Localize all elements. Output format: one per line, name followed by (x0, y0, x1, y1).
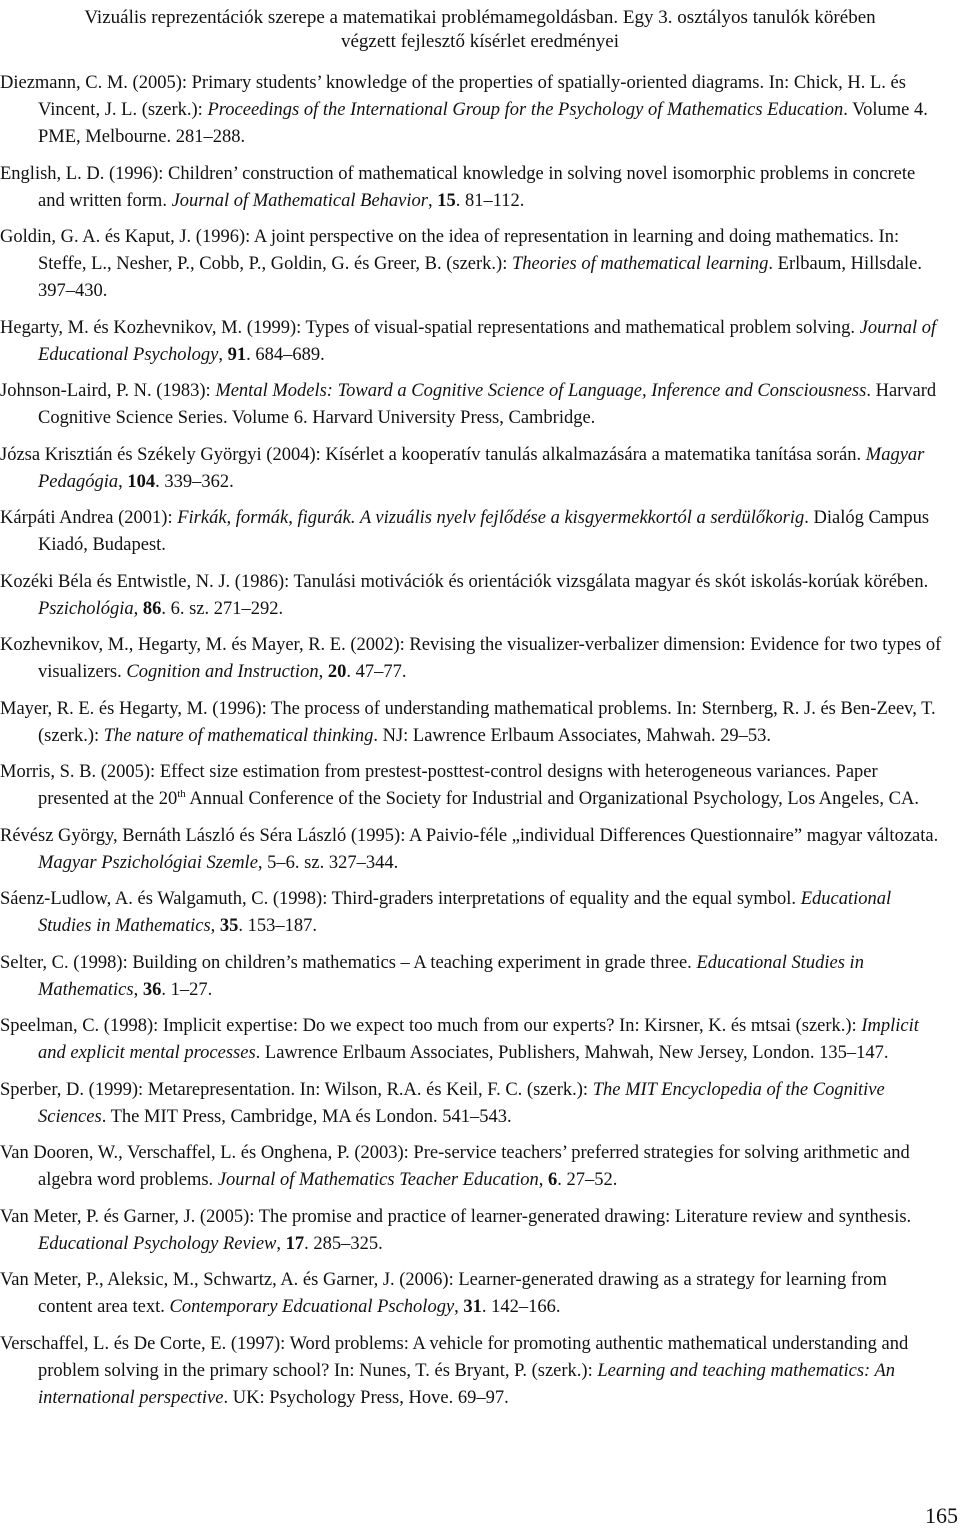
header-line-1: Vizuális reprezentációk szerepe a matematikai problémamegoldásban. Egy 3. osztályos tanulók körében (84, 7, 876, 28)
reference-entry: Kozhevnikov, M., Hegarty, M. és Mayer, R. E. (2002): Revising the visualizer-verbalizer dimension: Evidence for two types of visualizers. Cognition and Instruction, 20. 47–77. (0, 635, 942, 682)
reference-entry: Sperber, D. (1999): Metarepresentation. In: Wilson, R.A. és Keil, F. C. (szerk.): The MIT Encyclopedia of the Cognitive Sciences. The MIT Press, Cambridge, MA és London. 541–543. (0, 1079, 885, 1127)
reference-entry: Mayer, R. E. és Hegarty, M. (1996): The process of understanding mathematical problems. In: Sternberg, R. J. és Ben-Zeev, T. (szerk.): The nature of mathematical thinking. NJ: Lawrence Erlbaum Associates, Mahwah. 29–53. (0, 698, 936, 746)
running-header (0, 6, 960, 54)
reference-entry: Goldin, G. A. és Kaput, J. (1996): A joint perspective on the idea of representation in learning and doing mathematics. In: Steffe, L., Nesher, P., Cobb, P., Goldin, G. és Greer, B. (szerk.): Theories of mathematical learning. Erlbaum, Hillsdale. 397–430. (0, 227, 923, 301)
reference-entry: Hegarty, M. és Kozhevnikov, M. (1999): Types of visual-spatial representations and mathematical problem solving. Journal of Educational Psychology, 91. 684–689. (0, 317, 937, 365)
header-line-2: végzett fejlesztő kísérlet eredményei (340, 31, 619, 52)
reference-entry: Van Dooren, W., Verschaffel, L. és Onghena, P. (2003): Pre-service teachers’ preferred strategies for solving arithmetic and algebra word problems. Journal of Mathematics Teacher Education, 6. 27–52. (0, 1143, 910, 1190)
reference-entry: English, L. D. (1996): Children’ construction of mathematical knowledge in solving novel isomorphic problems in concrete and written form. Journal of Mathematical Behavior, 15. 81–112. (0, 163, 916, 211)
reference-entry: Selter, C. (1998): Building on children’s mathematics – A teaching experiment in grade three. Educational Studies in Mathematics, 36. 1–27. (0, 952, 864, 1000)
reference-entry: Sáenz-Ludlow, A. és Walgamuth, C. (1998): Third-graders interpretations of equality and the equal symbol. Educational Studies in Mathematics, 35. 153–187. (0, 889, 892, 936)
reference-entry: Van Meter, P., Aleksic, M., Schwartz, A. és Garner, J. (2006): Learner-generated drawing as a strategy for learning from content area text. Contemporary Edcuational Pschology, 31. 142–166. (0, 1270, 887, 1317)
reference-entry: Verschaffel, L. és De Corte, E. (1997): Word problems: A vehicle for promoting authentic mathematical understanding and problem solving in the primary school? In: Nunes, T. és Bryant, P. (szerk.): Learning and teaching mathematics: An international perspective. UK: Psychology Press, Hove. 69–97. (0, 1333, 909, 1408)
reference-entry: Diezmann, C. M. (2005): Primary students’ knowledge of the properties of spatially-oriented diagrams. In: Chick, H. L. és Vincent, J. L. (szerk.): Proceedings of the International Group for the Psychology of Mathematics Education. Volume 4. PME, Melbourne. 281–288. (0, 73, 928, 147)
reference-entry: Speelman, C. (1998): Implicit expertise: Do we expect too much from our experts? In: Kirsner, K. és mtsai (szerk.): Implicit and explicit mental processes. Lawrence Erlbaum Associates, Publishers, Mahwah, New Jersey, London. 135–147. (0, 1016, 919, 1063)
reference-entry: Van Meter, P. és Garner, J. (2005): The promise and practice of learner-generated drawing: Literature review and synthesis. Educational Psychology Review, 17. 285–325. (0, 1206, 912, 1254)
page-number: 165 (925, 1503, 958, 1528)
reference-entry: Johnson-Laird, P. N. (1983): Mental Models: Toward a Cognitive Science of Language, Inference and Consciousness. Harvard Cognitive Science Series. Volume 6. Harvard University Press, Cambridge. (0, 381, 937, 428)
reference-entry: Morris, S. B. (2005): Effect size estimation from prestest-posttest-control designs with heterogeneous variances. Paper presented at the 20th Annual Conference of the Society for Industrial and Organizational Psychology, Los Angeles, CA. (0, 762, 919, 809)
reference-entry: Kárpáti Andrea (2001): Firkák, formák, figurák. A vizuális nyelv fejlődése a kisgyermekkortól a serdülőkorig. Dialóg Campus Kiadó, Budapest. (0, 508, 930, 555)
reference-list (0, 70, 944, 1421)
reference-entry: Kozéki Béla és Entwistle, N. J. (1986): Tanulási motivációk és orientációk vizsgálata magyar és skót iskolás-korúak körében. Pszichológia, 86. 6. sz. 271–292. (0, 571, 929, 619)
reference-entry: Józsa Krisztián és Székely Györgyi (2004): Kísérlet a kooperatív tanulás alkalmazására a matematika tanítása során. Magyar Pedagógia, 104. 339–362. (0, 444, 925, 492)
reference-entry: Révész György, Bernáth László és Séra László (1995): A Paivio-féle „individual Differences Questionnaire” magyar változata. Magyar Pszichológiai Szemle, 5–6. sz. 327–344. (0, 825, 939, 873)
